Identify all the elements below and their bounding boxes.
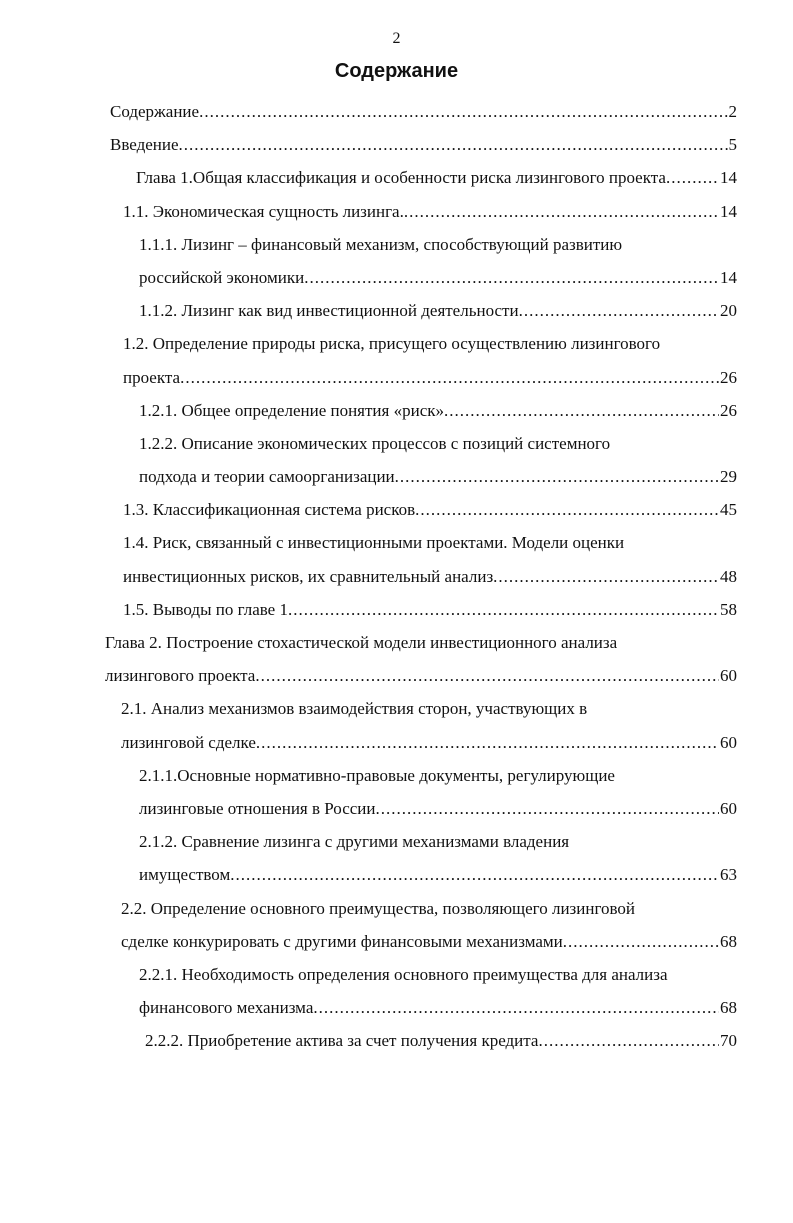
toc-page-number: 2 [728, 102, 737, 121]
toc-page-number: 26 [720, 400, 737, 420]
toc-page-number: 60 [720, 798, 737, 818]
toc-page-number: 60 [720, 666, 737, 686]
toc-page-number: 60 [720, 732, 737, 752]
dot-leader [304, 261, 719, 294]
dot-leader [395, 460, 719, 493]
toc-entry-line: 1.2. Определение природы риска, присущего осуществлению лизингового [123, 334, 661, 354]
toc-page-number: 68 [720, 931, 737, 951]
toc-entry-line: 2.2. Определение основного преимущества, позволяющего лизинговой [121, 898, 636, 918]
dot-leader [444, 394, 719, 427]
toc-page-number: 45 [720, 500, 737, 520]
toc-entry[interactable] [123, 593, 737, 626]
toc-entry-title: 1.1.2. Лизинг как вид инвестиционной деятельности [139, 301, 519, 321]
toc-page-number: 70 [720, 1031, 737, 1051]
toc-page-number: 20 [720, 301, 737, 321]
dot-leader [666, 161, 719, 194]
dot-leader [538, 1024, 719, 1057]
toc-entry-title: проекта [123, 367, 181, 387]
toc-page-number: 14 [720, 168, 737, 188]
dot-leader [563, 925, 719, 958]
toc-entry-title: 1.3. Классификационная система рисков [123, 500, 416, 520]
toc-entry[interactable] [139, 394, 737, 427]
toc-entry-line: 2.1.1.Основные нормативно-правовые документы, регулирующие [139, 765, 615, 785]
dot-leader [180, 361, 719, 394]
toc-entry[interactable] [123, 195, 737, 228]
toc-entry-title: инвестиционных рисков, их сравнительный анализ [123, 566, 494, 586]
toc-page-number: 29 [720, 467, 737, 487]
toc-page-number: 58 [720, 599, 737, 619]
dot-leader [230, 858, 719, 891]
toc-entry[interactable] [123, 526, 737, 592]
toc-page-number: 26 [720, 367, 737, 387]
toc-entry-title: Глава 1.Общая классификация и особенности риска лизингового проекта [136, 168, 666, 188]
dot-leader [313, 991, 719, 1024]
dot-leader [415, 493, 719, 526]
toc-entry[interactable] [121, 892, 737, 958]
toc-entry[interactable] [121, 692, 737, 758]
toc-entry-title: лизинговые отношения в России [139, 798, 376, 818]
toc-page-number: 68 [720, 998, 737, 1018]
toc-page-number: 14 [720, 201, 737, 221]
toc-entry[interactable] [139, 825, 737, 891]
toc-entry-title: лизингового проекта [105, 666, 256, 686]
toc-entry-line: 2.1. Анализ механизмов взаимодействия сторон, участвующих в [121, 699, 588, 719]
dot-leader [493, 560, 719, 593]
toc-page-number: 63 [720, 865, 737, 885]
page-title: Содержание [334, 60, 459, 82]
toc-entry[interactable] [139, 1024, 737, 1057]
dot-leader [376, 792, 719, 825]
toc-entry[interactable] [139, 759, 737, 825]
toc-entry-title: российской экономики [139, 267, 305, 287]
toc-entry[interactable] [139, 294, 737, 327]
toc-entry[interactable] [110, 95, 737, 128]
toc-entry-title: сделке конкурировать с другими финансовыми механизмами [121, 931, 563, 951]
dot-leader [404, 195, 719, 228]
dot-leader [288, 593, 719, 626]
page-number: 2 [392, 30, 401, 47]
toc-entry-title: финансового механизма [139, 998, 314, 1018]
toc-entry-line: 1.4. Риск, связанный с инвестиционными проектами. Модели оценки [123, 533, 625, 553]
dot-leader [199, 95, 727, 128]
dot-leader [519, 294, 719, 327]
toc-entry-title: 2.2.2. Приобретение актива за счет получения кредита [145, 1031, 539, 1051]
toc-entry-line: 2.1.2. Сравнение лизинга с другими механизмами владения [139, 832, 570, 852]
toc-page-number: 5 [728, 135, 737, 155]
toc-entry[interactable] [123, 493, 737, 526]
toc-page-number: 14 [720, 267, 737, 287]
dot-leader [256, 726, 719, 759]
toc-entry-line: 2.2.1. Необходимость определения основного преимущества для анализа [139, 964, 668, 984]
toc-entry[interactable] [105, 626, 737, 692]
toc-entry-line: 1.1.1. Лизинг – финансовый механизм, способствующий развитию [139, 234, 623, 254]
toc-entry-title: 1.2.1. Общее определение понятия «риск» [139, 400, 445, 420]
toc-entry-title: 1.1. Экономическая сущность лизинга. [123, 201, 404, 221]
toc-entry-title: подхода и теории самоорганизации [139, 467, 395, 487]
toc-entry[interactable] [139, 427, 737, 493]
dot-leader [179, 128, 728, 161]
table-of-contents [0, 95, 793, 1057]
toc-entry[interactable] [110, 161, 737, 194]
toc-entry-title: Введение [110, 135, 179, 155]
toc-entry-line: Глава 2. Построение стохастической модели инвестиционного анализа [105, 633, 618, 652]
toc-entry[interactable] [123, 327, 737, 393]
toc-entry[interactable] [139, 228, 737, 294]
toc-entry-title: лизинговой сделке [121, 732, 256, 752]
toc-entry[interactable] [110, 128, 737, 161]
toc-entry-line: 1.2.2. Описание экономических процессов с позиций системного [139, 433, 611, 453]
toc-entry-title: 1.5. Выводы по главе 1 [123, 599, 288, 619]
toc-page-number: 48 [720, 566, 737, 586]
toc-entry-title: имуществом [139, 865, 231, 885]
toc-entry-title: Содержание [110, 102, 200, 121]
dot-leader [255, 659, 719, 692]
toc-entry[interactable] [139, 958, 737, 1024]
